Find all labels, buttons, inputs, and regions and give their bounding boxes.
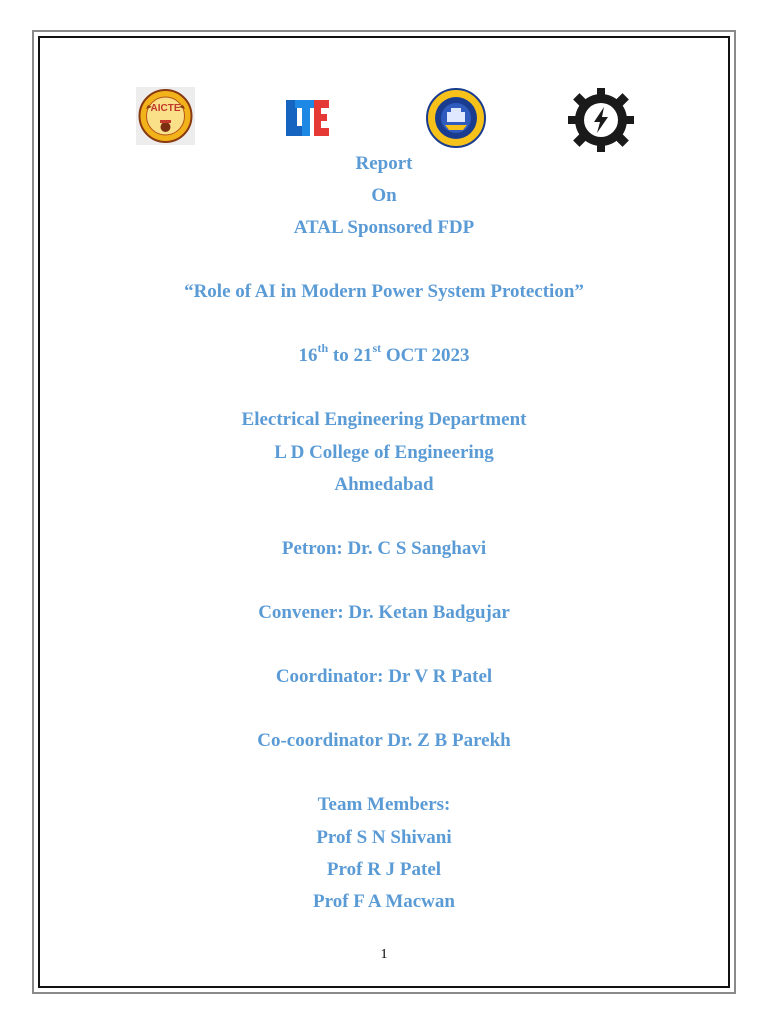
electrical-dept-gear-icon: [566, 87, 636, 153]
team-member: Prof F A Macwan: [313, 891, 455, 912]
co-coordinator-line: Co-coordinator Dr. Z B Parekh: [257, 730, 511, 751]
team-heading: Team Members:: [317, 794, 451, 815]
team-member: Prof S N Shivani: [316, 827, 452, 848]
date-start-day: 16: [298, 345, 318, 366]
page-number: 1: [380, 947, 388, 962]
cte-logo-icon: [285, 99, 330, 137]
date-connector: to: [328, 345, 354, 366]
date-month-year: OCT 2023: [381, 345, 470, 366]
date-start-suffix: th: [317, 340, 329, 355]
city-name: Ahmedabad: [334, 474, 434, 495]
fdp-title: ATAL Sponsored FDP: [293, 217, 475, 238]
patron-line: Petron: Dr. C S Sanghavi: [281, 538, 487, 559]
ldce-seal-icon: [425, 88, 487, 148]
report-on: On: [371, 185, 397, 206]
fdp-date: [0, 340, 768, 368]
coordinator-line: Coordinator: Dr V R Patel: [275, 666, 493, 687]
fdp-topic: “Role of AI in Modern Power System Protection”: [184, 281, 584, 302]
department-name: Electrical Engineering Department: [241, 409, 527, 430]
report-title: Report: [355, 153, 413, 174]
college-name: L D College of Engineering: [274, 442, 494, 463]
aicte-logo-icon: [136, 87, 195, 145]
date-end-suffix: st: [372, 340, 382, 355]
date-end-day: 21: [353, 345, 373, 366]
aicte-logo-text: AICTE: [150, 103, 181, 114]
convener-line: Convener: Dr. Ketan Badgujar: [258, 602, 510, 623]
team-member: Prof R J Patel: [326, 859, 442, 880]
